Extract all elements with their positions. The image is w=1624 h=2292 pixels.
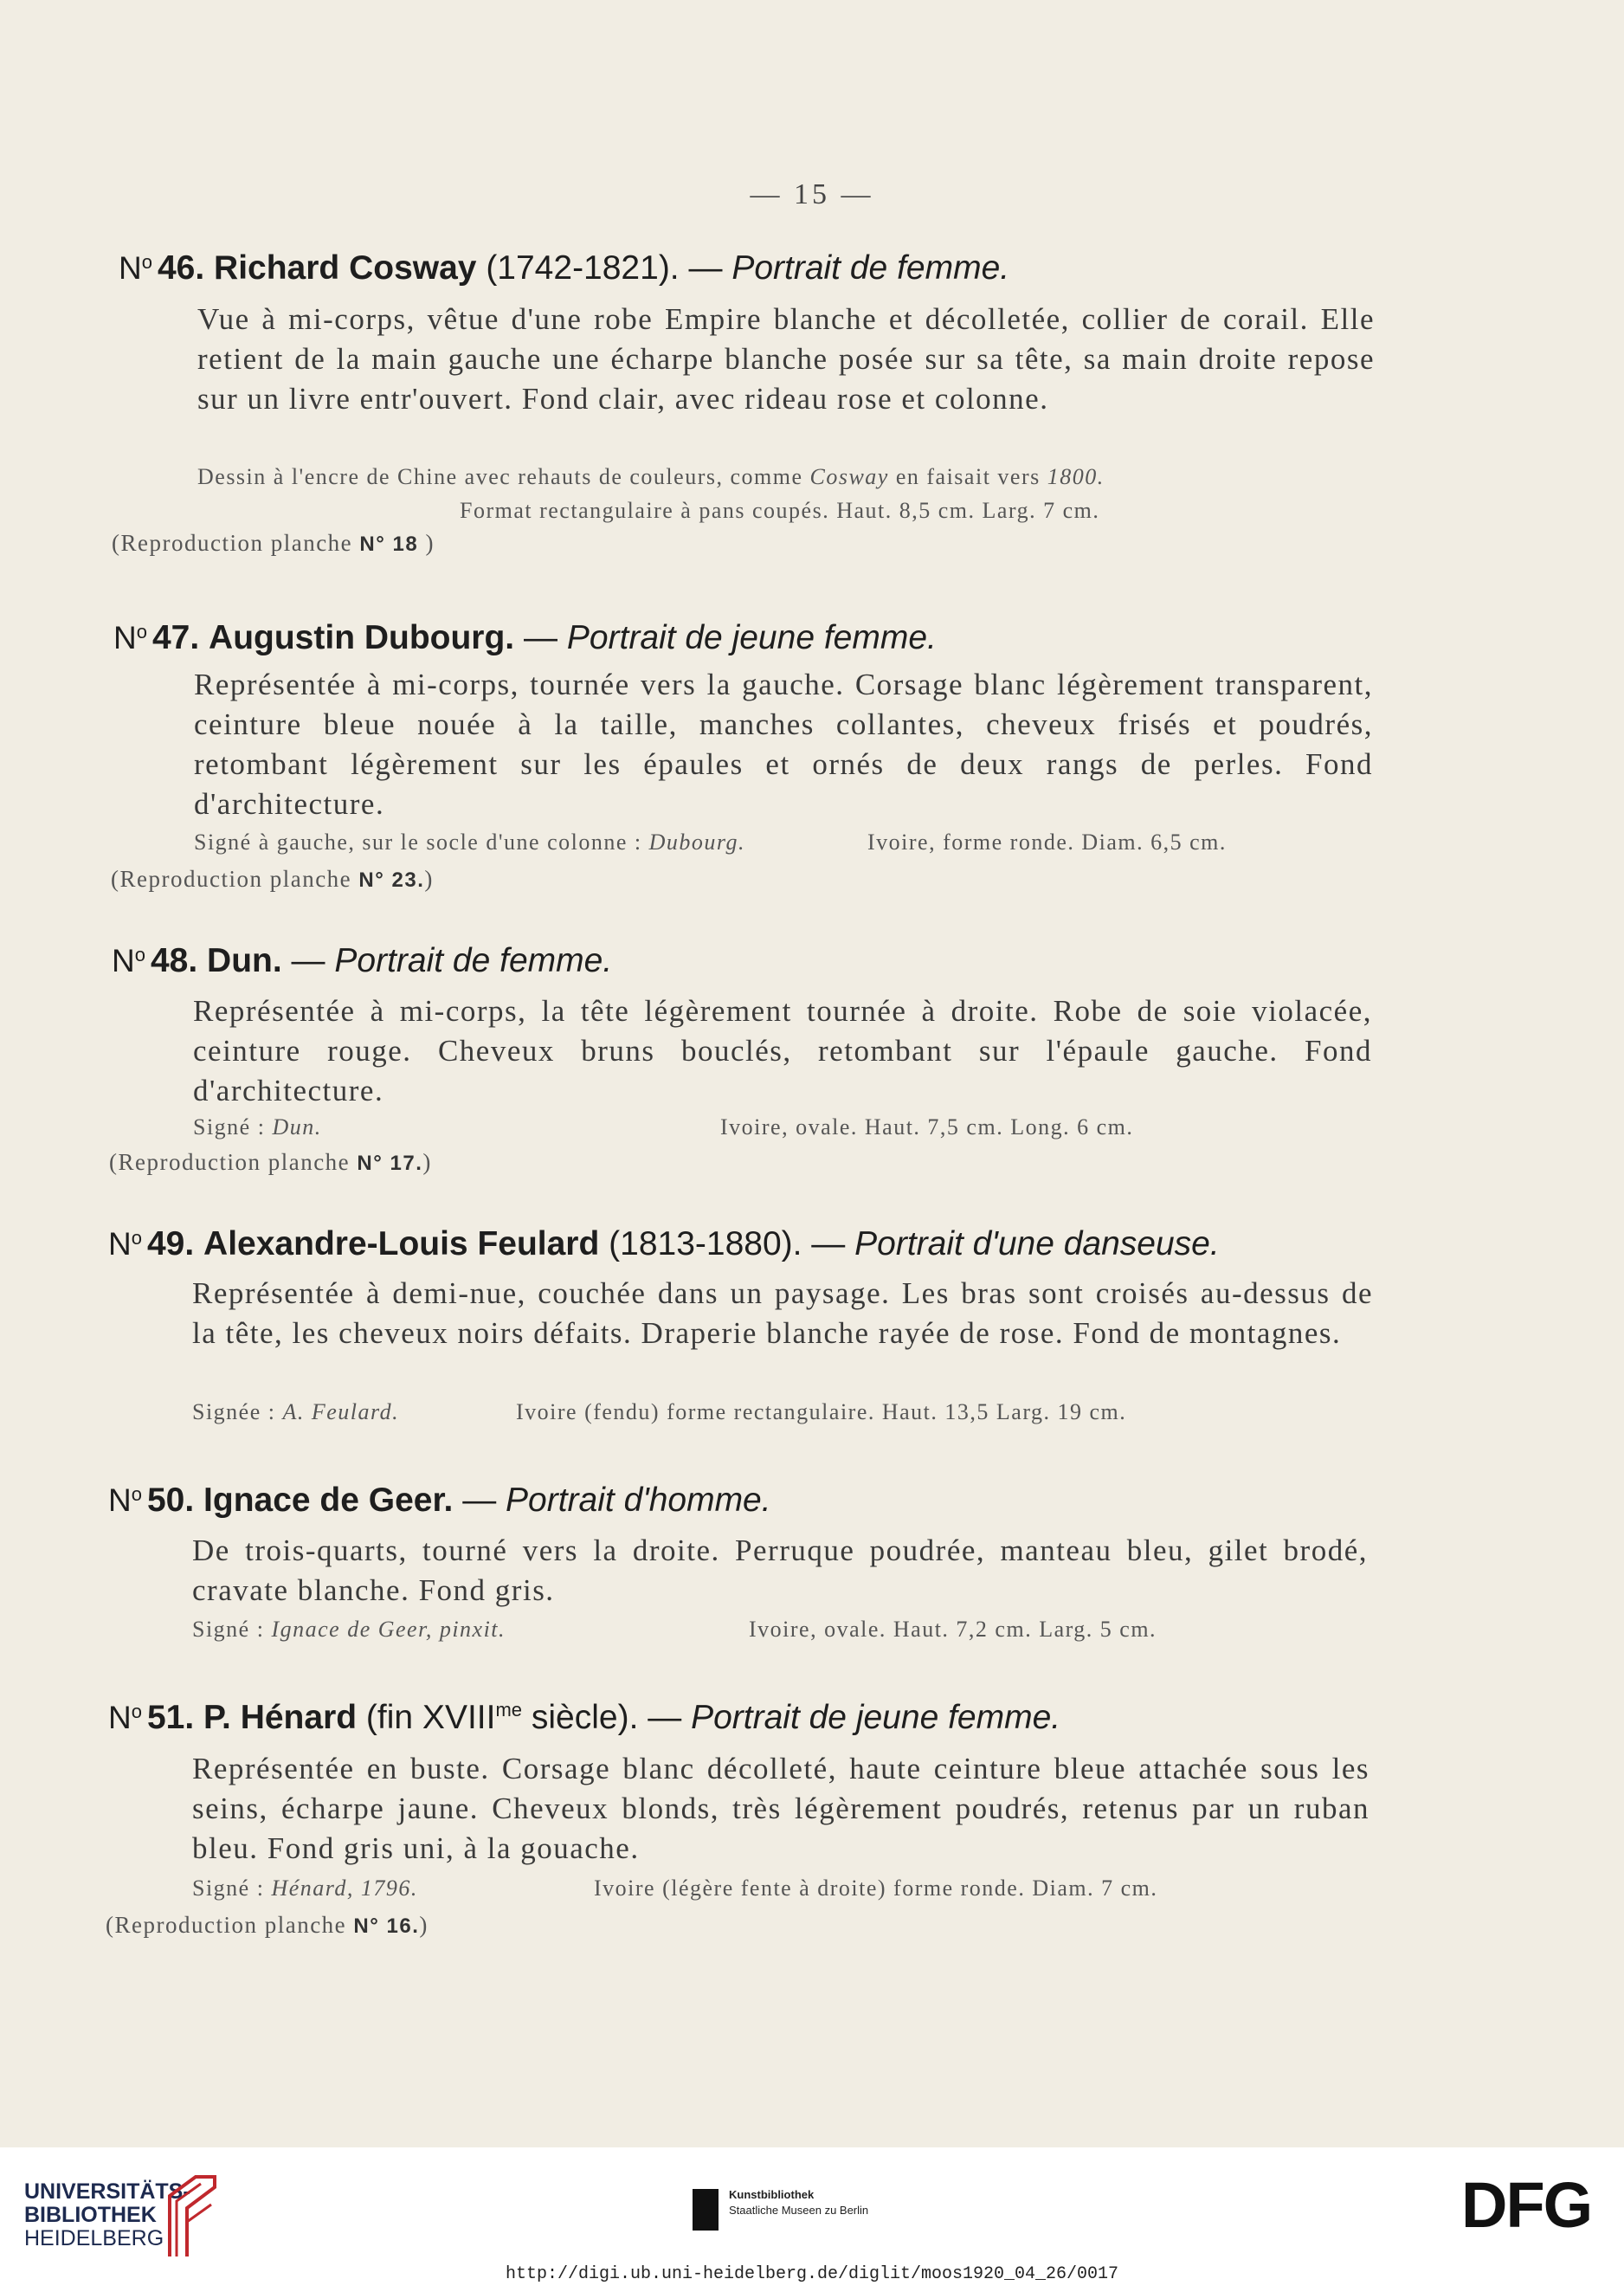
artist-name: Ignace de Geer. — [203, 1482, 454, 1519]
dfg-logo: DFG — [1461, 2169, 1592, 2241]
artist-name: P. Hénard — [203, 1699, 358, 1736]
entry-description: De trois-quarts, tourné vers la droite. Perruque poudrée, manteau bleu, gilet brodé, cravate blanche. Fond gris. — [192, 1533, 1368, 1607]
entry-signature — [192, 1617, 506, 1643]
uni-heidelberg-emblem-icon — [161, 2170, 222, 2265]
reproduction-end: ) — [419, 1912, 429, 1938]
work-title: Portrait de femme. — [334, 942, 613, 979]
heading-separator: — — [679, 249, 732, 287]
work-title: Portrait de jeune femme. — [566, 619, 937, 656]
artist-name: Augustin Dubourg. — [209, 619, 515, 656]
entry-no-degree: o — [131, 1227, 142, 1249]
reproduction-number: N° 17. — [357, 1152, 423, 1175]
work-title: Portrait de femme. — [731, 249, 1010, 287]
reproduction-end: ) — [422, 1149, 432, 1175]
entry-number: 48. — [150, 942, 198, 979]
artist-dates: (fin XVIII — [357, 1699, 496, 1736]
kunstbibliothek-text — [729, 2187, 868, 2218]
entry-number: 50. — [146, 1482, 195, 1519]
entry-format: Format rectangulaire à pans coupés. Haut. 8,5 cm. Larg. 7 cm. — [460, 498, 1100, 523]
reproduction-label: (Reproduction planche — [112, 530, 360, 556]
technique-year: 1800. — [1047, 464, 1105, 489]
entry-heading — [108, 1699, 1060, 1737]
entry-technique — [197, 464, 1105, 490]
uni-line-1: UNIVERSITÄTS- — [24, 2179, 190, 2204]
kunstbibliothek-logo-icon — [693, 2189, 719, 2231]
heading-separator: — — [514, 619, 567, 656]
entry-no-label: N — [108, 1226, 132, 1262]
reproduction-label: (Reproduction planche — [109, 1149, 358, 1175]
reproduction-label: (Reproduction planche — [111, 866, 359, 892]
reproduction-end: ) — [424, 866, 434, 892]
technique-artist: Cosway — [809, 464, 889, 489]
entry-description: Représentée à mi-corps, la tête légèrement tournée à droite. Robe de soie violacée, ceinture rouge. Cheveux bruns bouclés, retombant sur l'épaule gauche. Fond d'architecture. — [193, 994, 1372, 1107]
entry-description: Représentée à mi-corps, tournée vers la gauche. Corsage blanc légèrement transparent, ceinture bleue nouée à la taille, manches collantes, cheveux frisés et poudrés, retombant légèrement sur les épaules et ornés de deux rangs de perles. Fond d'architecture. — [194, 668, 1373, 821]
entry-no-label: N — [119, 250, 142, 286]
kb-line-1: Kunstbibliothek — [729, 2188, 815, 2201]
artist-dates-end: siècle). — [522, 1699, 639, 1736]
entry-heading — [119, 249, 1009, 287]
entry-no-label: N — [113, 620, 137, 655]
entry-no-label: N — [112, 943, 135, 978]
entry-specification: Ivoire (légère fente à droite) forme ronde. Diam. 7 cm. — [594, 1876, 1158, 1901]
entry-description: Vue à mi-corps, vêtue d'une robe Empire blanche et décolletée, collier de corail. Elle retient de la main gauche une écharpe blanche posée sur sa tête, sa main droite repose sur un livre entr'ouvert. Fond clair, avec rideau rose et colonne. — [197, 302, 1375, 416]
entry-reproduction — [111, 866, 434, 893]
signature-text: Dubourg. — [648, 830, 746, 855]
artist-name: Alexandre-Louis Feulard — [203, 1225, 600, 1262]
entry-no-degree: o — [131, 1483, 142, 1505]
entry-heading — [108, 1225, 1220, 1263]
signature-text: Hénard, 1796. — [271, 1876, 418, 1901]
entry-description: Représentée à demi-nue, couchée dans un paysage. Les bras sont croisés au-dessus de la tête, les cheveux noirs défaits. Draperie blanche rayée de rose. Fond de montagnes. — [192, 1276, 1373, 1350]
reproduction-number: N° 18 — [359, 533, 419, 556]
entry-specification: Ivoire, ovale. Haut. 7,5 cm. Long. 6 cm. — [720, 1114, 1134, 1140]
uni-line-3: HEIDELBERG — [24, 2226, 164, 2250]
heading-separator: — — [802, 1225, 855, 1262]
reproduction-end: ) — [418, 530, 435, 556]
entry-no-degree: o — [131, 1701, 142, 1722]
heading-separator: — — [281, 942, 335, 979]
reproduction-label: (Reproduction planche — [106, 1912, 354, 1938]
reproduction-number: N° 23. — [358, 868, 425, 892]
entry-number: 47. — [151, 619, 200, 656]
heading-separator: — — [453, 1482, 506, 1519]
signature-label: Signé à gauche, sur le socle d'une colonne : — [194, 830, 649, 855]
entry-description: Représentée en buste. Corsage blanc décolleté, haute ceinture bleue attachée sous les seins, écharpe jaune. Cheveux blonds, très légèrement poudrés, retenus par un ruban bleu. Fond gris uni, à la gouache. — [192, 1752, 1369, 1865]
reproduction-number: N° 16. — [353, 1914, 420, 1938]
signature-label: Signé : — [192, 1617, 272, 1642]
entry-reproduction — [112, 530, 435, 557]
technique-text: Dessin à l'encre de Chine avec rehauts de couleurs, comme — [197, 464, 810, 489]
entry-specification: Ivoire, ovale. Haut. 7,2 cm. Larg. 5 cm. — [749, 1617, 1157, 1642]
signature-text: Ignace de Geer, pinxit. — [271, 1617, 506, 1642]
page-number: — 15 — — [750, 178, 874, 210]
artist-dates: (1742-1821). — [476, 249, 680, 287]
entry-signature — [192, 1399, 399, 1425]
entry-reproduction — [106, 1912, 429, 1939]
signature-text: Dun. — [272, 1114, 322, 1140]
work-title: Portrait de jeune femme. — [691, 1699, 1061, 1736]
entry-no-degree: o — [141, 251, 152, 273]
entry-signature — [194, 830, 745, 855]
entry-no-label: N — [108, 1482, 132, 1518]
signature-text: A. Feulard. — [282, 1399, 400, 1424]
uni-line-2: BIBLIOTHEK — [24, 2203, 157, 2227]
kb-line-2: Staatliche Museen zu Berlin — [729, 2204, 869, 2217]
signature-label: Signée : — [192, 1399, 283, 1424]
entry-number: 46. — [157, 249, 205, 287]
entry-heading — [113, 619, 937, 657]
artist-dates: (1813-1880). — [599, 1225, 802, 1262]
entry-no-degree: o — [136, 621, 147, 642]
heading-separator: — — [638, 1699, 692, 1736]
century-superscript: me — [495, 1699, 523, 1721]
signature-label: Signé : — [192, 1876, 272, 1901]
entry-signature — [192, 1876, 418, 1901]
entry-specification: Ivoire (fendu) forme rectangulaire. Haut. 13,5 Larg. 19 cm. — [516, 1399, 1127, 1424]
digitization-footer — [0, 2147, 1624, 2292]
work-title: Portrait d'une danseuse. — [854, 1225, 1220, 1262]
entry-reproduction — [109, 1149, 432, 1176]
entry-specification: Ivoire, forme ronde. Diam. 6,5 cm. — [867, 830, 1227, 855]
artist-name: Richard Cosway — [214, 249, 477, 287]
entry-number: 49. — [146, 1225, 195, 1262]
entry-no-label: N — [108, 1700, 132, 1735]
work-title: Portrait d'homme. — [506, 1482, 771, 1519]
entry-signature — [193, 1114, 322, 1140]
technique-text-2: en faisait vers — [888, 464, 1047, 489]
source-url[interactable]: http://digi.ub.uni-heidelberg.de/diglit/moos1920_04_26/0017 — [505, 2264, 1119, 2284]
artist-name: Dun. — [207, 942, 282, 979]
signature-label: Signé : — [193, 1114, 273, 1140]
entry-heading — [108, 1482, 771, 1520]
entry-heading — [112, 942, 612, 980]
entry-number: 51. — [146, 1699, 195, 1736]
entry-no-degree: o — [134, 944, 145, 965]
